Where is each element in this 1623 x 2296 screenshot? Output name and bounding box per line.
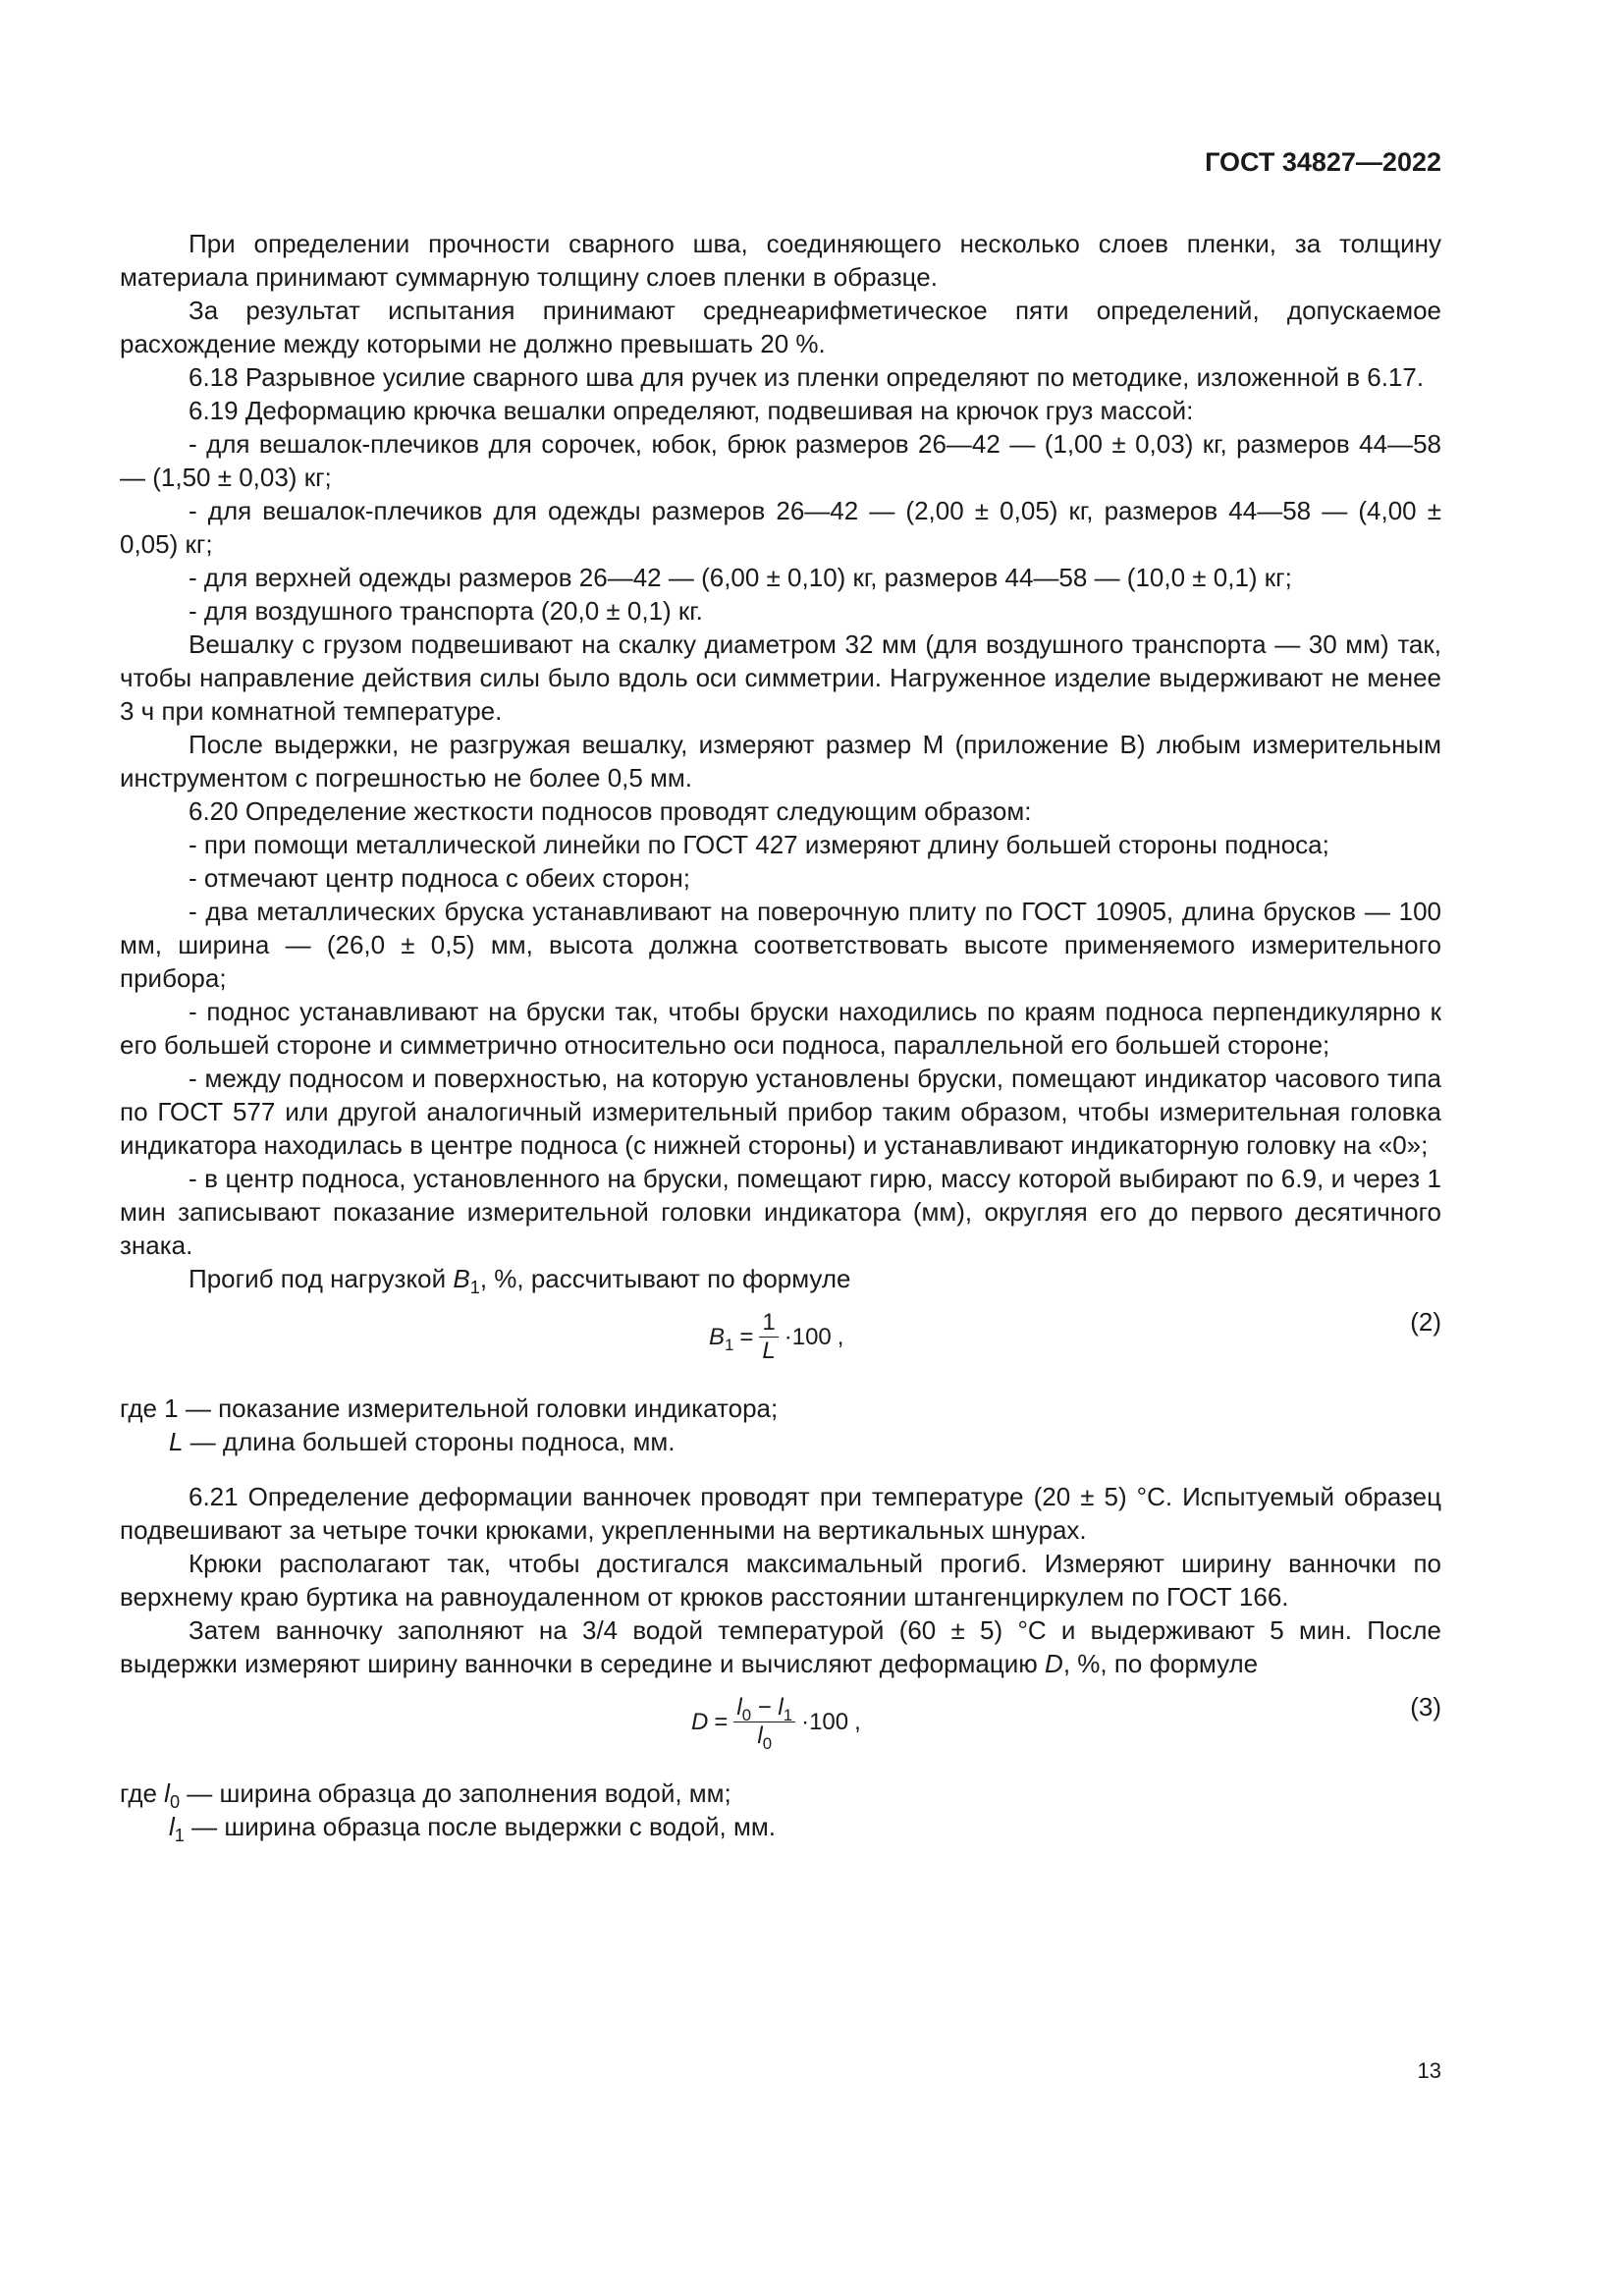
where-line: L — длина большей стороны подноса, мм. <box>169 1427 676 1456</box>
paragraph: 6.18 Разрывное усилие сварного шва для ручек из пленки определяют по методике, изложенной в 6.17. <box>189 362 1425 392</box>
where-line: где 1 — показание измерительной головки индикатора; <box>120 1394 779 1423</box>
list-item: - между подносом и поверхностью, на которую установлены бруски, помещают индикатор часового типа по ГОСТ 577 или другой аналогичный измерительный прибор таким образом, чтобы измерительная головка индикатора находилась в центре подноса (с нижней стороны) и устанавливают индикаторную головку на «0»; <box>120 1064 1441 1160</box>
list-item: - для вешалок-плечиков для сорочек, юбок, брюк размеров 26—42 — (1,00 ± 0,03) кг, размеров 44—58 — (1,50 ± 0,03) кг; <box>120 429 1441 492</box>
formula-3-expression: D = $\frac{l_0 - l_1}{l_0}$ ·100 , <box>691 1694 861 1753</box>
paragraph: 6.21 Определение деформации ванночек проводят при температуре (20 ± 5) °С. Испытуемый образец подвешивают за четыре точки крюками, укрепленными на вертикальных шнурах. <box>120 1482 1441 1545</box>
list-item: - для воздушного транспорта (20,0 ± 0,1) кг. <box>189 596 703 626</box>
document-header: ГОСТ 34827—2022 <box>1205 147 1441 177</box>
paragraph: 6.19 Деформацию крючка вешалки определяют, подвешивая на крючок груз массой: <box>189 396 1194 425</box>
document-body <box>120 227 1441 1843</box>
list-item: - для верхней одежды размеров 26—42 — (6,00 ± 0,10) кг, размеров 44—58 — (10,0 ± 0,1) кг; <box>189 563 1292 592</box>
paragraph: Крюки располагают так, чтобы достигался максимальный прогиб. Измеряют ширину ванночки по верхнему краю буртика на равноудаленном от крюков расстоянии штангенциркулем по ГОСТ 166. <box>120 1549 1441 1612</box>
list-item: - два металлических бруска устанавливают на поверочную плиту по ГОСТ 10905, длина брусков — 100 мм, ширина — (26,0 ± 0,5) мм, высота должна соответствовать высоте применяемого измерительного прибора; <box>120 897 1441 993</box>
equation-number: (2) <box>1410 1307 1441 1337</box>
formula-2-expression: $B_1$ = $\frac{1}{L}$ ·100 , <box>709 1309 844 1364</box>
equation-number: (3) <box>1410 1692 1441 1722</box>
paragraph: За результат испытания принимают среднеарифметическое пяти определений, допускаемое расхождение между которыми не должно превышать 20 %. <box>120 296 1441 358</box>
formula-3 <box>120 1680 1441 1777</box>
list-item: - при помощи металлической линейки по ГОСТ 427 измеряют длину большей стороны подноса; <box>189 830 1329 859</box>
fraction: $\frac{l_0 - l_1}{l_0}$ <box>733 1694 795 1750</box>
paragraph: Вешалку с грузом подвешивают на скалку диаметром 32 мм (для воздушного транспорта — 30 мм) так, чтобы направление действия силы было вдоль оси симметрии. Нагруженное изделие выдерживают не менее 3 ч при комнатной температуре. <box>120 629 1441 726</box>
paragraph: При определении прочности сварного шва, соединяющего несколько слоев пленки, за толщину материала принимают суммарную толщину слоев пленки в образце. <box>120 229 1441 292</box>
list-item: - поднос устанавливают на бруски так, чтобы бруски находились по краям подноса перпендикулярно к его большей стороне и симметрично относительно оси подноса, параллельной его большей стороне; <box>120 997 1441 1060</box>
formula-2 <box>120 1295 1441 1392</box>
where-line: $l_1$ — ширина образца после выдержки с водой, мм. <box>169 1812 776 1845</box>
page-number: 13 <box>1417 2058 1441 2083</box>
formula-intro: Затем ванночку заполняют на 3/4 водой температурой (60 ± 5) °С и выдерживают 5 мин. После выдержки измеряют ширину ванночки в середине и вычисляют деформацию D, %, по формуле <box>120 1615 1441 1678</box>
list-item: - отмечают центр подноса с обеих сторон; <box>189 863 690 893</box>
where-line: где $l_0$ — ширина образца до заполнения водой, мм; <box>120 1778 731 1812</box>
formula-intro: Прогиб под нагрузкой $B_1$, %, рассчитывают по формуле <box>189 1264 851 1297</box>
paragraph: 6.20 Определение жесткости подносов проводят следующим образом: <box>189 796 1032 826</box>
paragraph: После выдержки, не разгружая вешалку, измеряют размер М (приложение В) любым измерительным инструментом с погрешностью не более 0,5 мм. <box>120 730 1441 793</box>
list-item: - в центр подноса, установленного на бруски, помещают гирю, массу которой выбирают по 6.9, и через 1 мин записывают показание измерительной головки индикатора (мм), округляя его до первого десятичного знака. <box>120 1164 1441 1260</box>
list-item: - для вешалок-плечиков для одежды размеров 26—42 — (2,00 ± 0,05) кг, размеров 44—58 — (4,00 ± 0,05) кг; <box>120 496 1441 559</box>
fraction: $\frac{1}{L}$ <box>759 1309 778 1365</box>
